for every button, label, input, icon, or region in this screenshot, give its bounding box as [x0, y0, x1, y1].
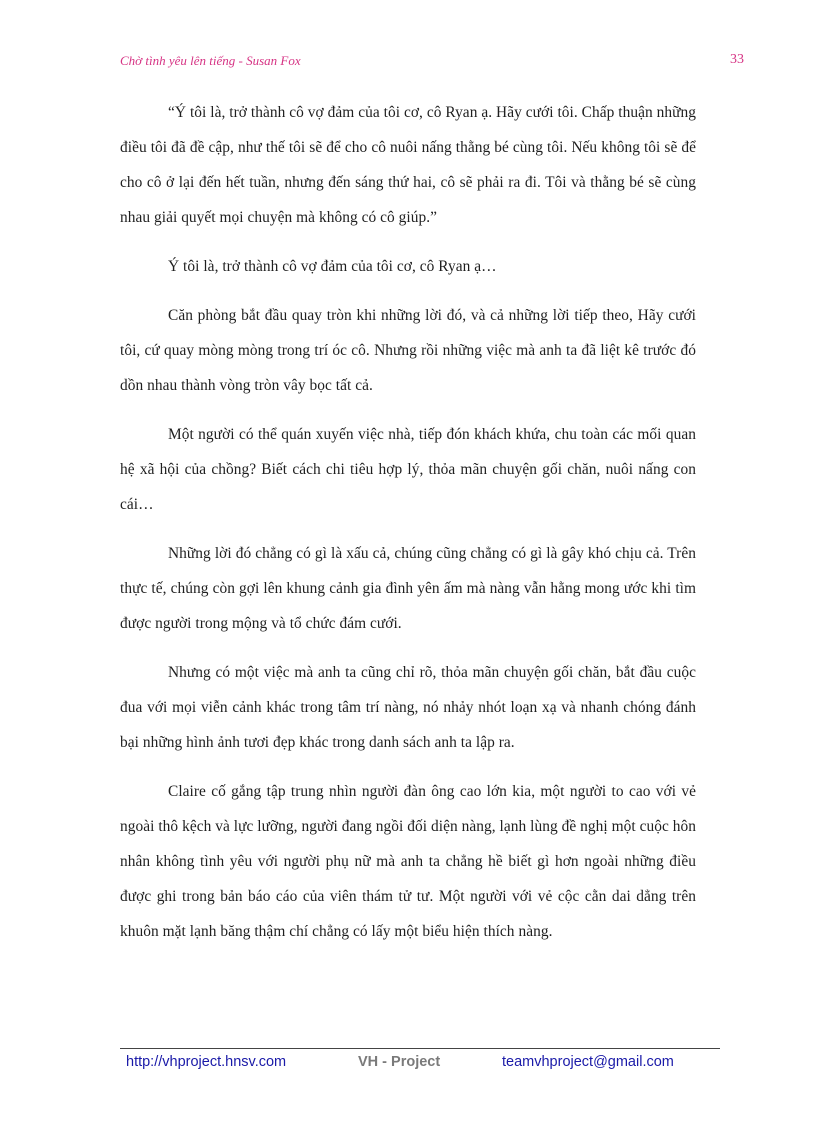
footer-email-link[interactable]: teamvhproject@gmail.com: [502, 1054, 674, 1070]
paragraph-4: Một người có thể quán xuyến việc nhà, tiếp đón khách khứa, chu toàn các mối quan hệ xã hội của chồng? Biết cách chi tiêu hợp lý, thỏa mãn chuyện gối chăn, nuôi nấng con cái…: [120, 426, 696, 513]
paragraph-7: Claire cố gắng tập trung nhìn người đàn ông cao lớn kia, một người to cao với vẻ ngoài thô kệch và lực lưỡng, người đang ngồi đối diện nàng, lạnh lùng đề nghị một cuộc hôn nhân không tình yêu với người phụ nữ mà anh ta chẳng hề biết gì hơn ngoài những điều được ghi trong bản báo cáo của viên thám tử tư. Một người với vẻ cộc cằn dai dẳng trên khuôn mặt lạnh băng thậm chí chẳng có lấy một biểu hiện thích nàng.: [120, 783, 696, 940]
page-footer: [120, 1054, 720, 1074]
footer-divider: [120, 1048, 720, 1049]
paragraph-2: Ý tôi là, trở thành cô vợ đảm của tôi cơ, cô Ryan ạ…: [168, 258, 497, 275]
paragraph-1: “Ý tôi là, trở thành cô vợ đảm của tôi cơ, cô Ryan ạ. Hãy cưới tôi. Chấp thuận những điều tôi đã đề cập, như thế tôi sẽ để cho cô nuôi nấng thằng bé cùng tôi. Nếu không tôi sẽ để cho cô ở lại đến hết tuần, nhưng đến sáng thứ hai, cô sẽ phải ra đi. Tôi và thằng bé sẽ cùng nhau giải quyết mọi chuyện mà không có cô giúp.”: [120, 104, 696, 226]
paragraph-3: Căn phòng bắt đầu quay tròn khi những lời đó, và cả những lời tiếp theo, Hãy cưới tôi, cứ quay mòng mòng trong trí óc cô. Nhưng rồi những việc mà anh ta đã liệt kê trước đó dồn nhau thành vòng tròn vây bọc tất cả.: [120, 307, 696, 394]
page-body: [120, 95, 696, 963]
header-book-title: Chờ tình yêu lên tiếng - Susan Fox: [120, 53, 301, 68]
paragraph-6: Nhưng có một việc mà anh ta cũng chỉ rõ, thỏa mãn chuyện gối chăn, bắt đầu cuộc đua với mọi viễn cảnh khác trong tâm trí nàng, nó nhảy nhót loạn xạ và nhanh chóng đánh bại những hình ảnh tươi đẹp khác trong danh sách anh ta lập ra.: [120, 664, 696, 751]
paragraph-5: Những lời đó chẳng có gì là xấu cả, chúng cũng chẳng có gì là gây khó chịu cả. Trên thực tế, chúng còn gợi lên khung cảnh gia đình yên ấm mà nàng vẫn hằng mong ước khi tìm được người trong mộng và tổ chức đám cưới.: [120, 545, 696, 632]
page-number: 33: [730, 52, 744, 67]
footer-brand: VH - Project: [358, 1054, 441, 1070]
footer-website-link[interactable]: http://vhproject.hnsv.com: [126, 1054, 287, 1070]
